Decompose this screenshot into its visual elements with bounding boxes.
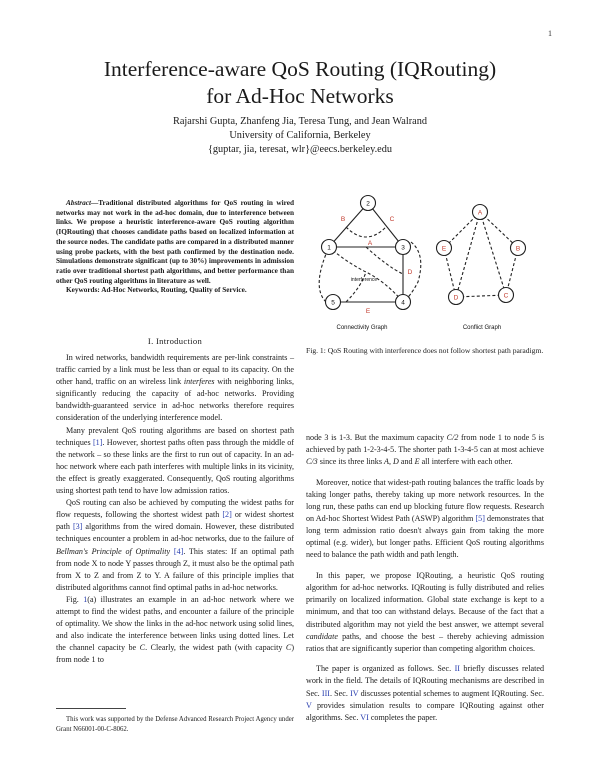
paragraph: In this paper, we propose IQRouting, a heuristic QoS routing algorithm for ad-hoc networks. IQRouting is fully distributed and relies primarily on localized information. Global state exchange is kept to a minimum, and that too can withstand delays. Because of the fact that a distributed algorithm may not yield the best answer, we attempt several candidate paths, and choose the best – thereby achieving admission ratios that are significantly superior than competing algorithm choices.: [306, 571, 544, 653]
conflict-node-label: C: [503, 292, 509, 300]
section-link[interactable]: VI: [360, 712, 369, 722]
interference-line: [346, 227, 386, 237]
figure-1: [306, 192, 544, 342]
node-label: 1: [327, 244, 331, 252]
conflict-graph-label: Conflict Graph: [462, 325, 502, 331]
title-line-2: for Ad-Hoc Networks: [206, 84, 394, 108]
section-link[interactable]: II: [454, 664, 460, 674]
paragraph: Many prevalent QoS routing algorithms are based on shortest path techniques [1]. However, shortest paths often pass through the middle of the network – so these links are the first to run out of capacity. In an ad-hoc network where each path interferes with multiple links in its vicinity, the effect is greatly exaggerated. Consequently, QoS routing algorithms using shortest path tend to have low admission ratios.: [56, 425, 295, 496]
footnote: This work was supported by the Defense Advanced Research Project Agency under Grant N66001-00-C-8062.: [56, 716, 294, 733]
edge-label: E: [365, 308, 371, 315]
node-label: 4: [401, 299, 405, 307]
connectivity-graph-label: Connectivity Graph: [336, 325, 388, 331]
abstract: [56, 199, 294, 296]
node-label: 2: [366, 200, 370, 208]
figure-caption: Fig. 1: QoS Routing with interference does not follow shortest path paradigm.: [306, 346, 544, 355]
section-heading: I. Introduction: [147, 336, 203, 346]
citation-link[interactable]: [5]: [475, 514, 485, 524]
interference-line: [319, 244, 331, 302]
node-label: 3: [401, 244, 405, 252]
paragraph: The paper is organized as follows. Sec. II briefly discusses related work in the field. The details of IQRouting mechanisms are described in Sec. III. Sec. IV discusses potential schemes to augment IQRouting. Sec. V provides simulation results to compare IQRouting against other algorithms. Sec. VI completes the paper.: [306, 664, 545, 722]
abstract-lead: Abstract: [66, 199, 91, 207]
keywords: Keywords: Ad-Hoc Networks, Routing, Quality of Service.: [66, 286, 247, 295]
abstract-text: —Traditional distributed algorithms for QoS routing in wired networks may not work in the ad-hoc domain, due to interference between links. We propose a heuristic interference-aware QoS routing algorithm (IQRouting) that chooses candidate paths based on localized information at the source nodes. The candidate paths are compared in a distributed manner using probe packets, with the best path confirmed by the destination node. Simulations demonstrate significant (up to 30%) improvements in admission ratio over traditional shortest path algorithms, and better performance than other QoS routing algorithms in literature as well.: [56, 199, 294, 285]
conflict-node-label: E: [441, 245, 447, 253]
edge-label: A: [367, 240, 373, 247]
section-link[interactable]: III: [321, 688, 330, 698]
paragraph: node 3 is 1-3. But the maximum capacity C/2 from node 1 to node 5 is achieved by path 1-2-3-4-5. The shorter path 1-3-4-5 can at most achieve C/3 since its three links A, D and E all interfere with each other.: [306, 433, 545, 467]
paper-title: [0, 56, 600, 110]
link-C: [366, 200, 403, 247]
citation-link[interactable]: [4]: [173, 546, 184, 556]
interference-label: interference: [350, 277, 378, 283]
paragraph: QoS routing can also be achieved by computing the widest paths for flow requests, following the shortest widest path [2] or widest shortest path [3] algorithms from the wired domain. However, these distributed techniques encounter a problem in ad-hoc networks, due to the failure of Bellman's Principle of Optimality [4]. This states: If an optimal path from node X to node Y passes through Z, it must also be the optimal path from X to Z and from Z to Y. A failure of this principle implies that distributed algorithms cannot find optimal paths in ad-hoc networks.: [56, 498, 295, 592]
paragraph: Moreover, notice that widest-path routing balances the traffic loads by taking longer paths, thereby taking up more network resources. In the long run, these paths can end up blocking future flow requests. Research on Ad-hoc Shortest Widest Path (ASWP) algorithm [5] demonstrates that long term admission ratio doesn't always gain from taking the more optimal (e.g. wider), but longer paths. Efficient QoS routing algorithms need to balance the path width and path length.: [306, 477, 545, 560]
page-number: 1: [548, 29, 552, 38]
affiliation: University of California, Berkeley: [229, 129, 371, 141]
citation-link[interactable]: [3]: [72, 522, 83, 532]
edge-label: D: [407, 269, 413, 276]
interference-line: [327, 244, 405, 302]
authors: Rajarshi Gupta, Zhanfeng Jia, Teresa Tung, and Jean Walrand: [172, 116, 427, 127]
edge-label: C: [389, 216, 395, 223]
paragraph: In wired networks, bandwidth requirements are per-link constraints – traffic carried by a link must be less than or equal to its capacity. On the other hand, traffic on an wireless link interferes with neighboring links, significantly reducing the capacity of ad-hoc networks. Providing bandwidth-guaranteed service in ad-hoc networks therefore requires consideration of the underlying interference model.: [56, 353, 294, 423]
edge-label: B: [340, 216, 346, 223]
conflict-nodes: [437, 205, 526, 305]
figure-link[interactable]: 1: [83, 594, 88, 604]
node-label: 5: [331, 299, 335, 307]
left-column-body: [56, 352, 294, 666]
citation-link[interactable]: [1]: [92, 437, 103, 447]
title-line-1: Interference-aware QoS Routing (IQRouting): [103, 57, 497, 81]
conflict-node-label: A: [477, 209, 483, 217]
citation-link[interactable]: [2]: [222, 510, 232, 520]
author-block: [0, 115, 600, 156]
footnote-rule: [56, 708, 126, 709]
section-link[interactable]: IV: [350, 688, 359, 698]
paragraph: Fig. 1(a) illustrates an example in an ad-hoc network where we attempt to find the widest paths, and encounter a failure of the principle of optimality. We show the links in the ad-hoc network using solid lines, and also indicate the interference between links using dotted lines. Let the channel capacity be C. Clearly, the widest path (with capacity C) from node 1 to: [56, 594, 295, 665]
connectivity-nodes: [322, 196, 411, 310]
right-column-body: [306, 432, 544, 732]
link-B: [329, 200, 370, 247]
conflict-node-label: D: [453, 294, 459, 302]
conflict-node-label: B: [515, 245, 521, 253]
section-link[interactable]: V: [306, 700, 312, 710]
email: {guptar, jia, teresat, wlr}@eecs.berkeley.edu: [207, 143, 393, 155]
